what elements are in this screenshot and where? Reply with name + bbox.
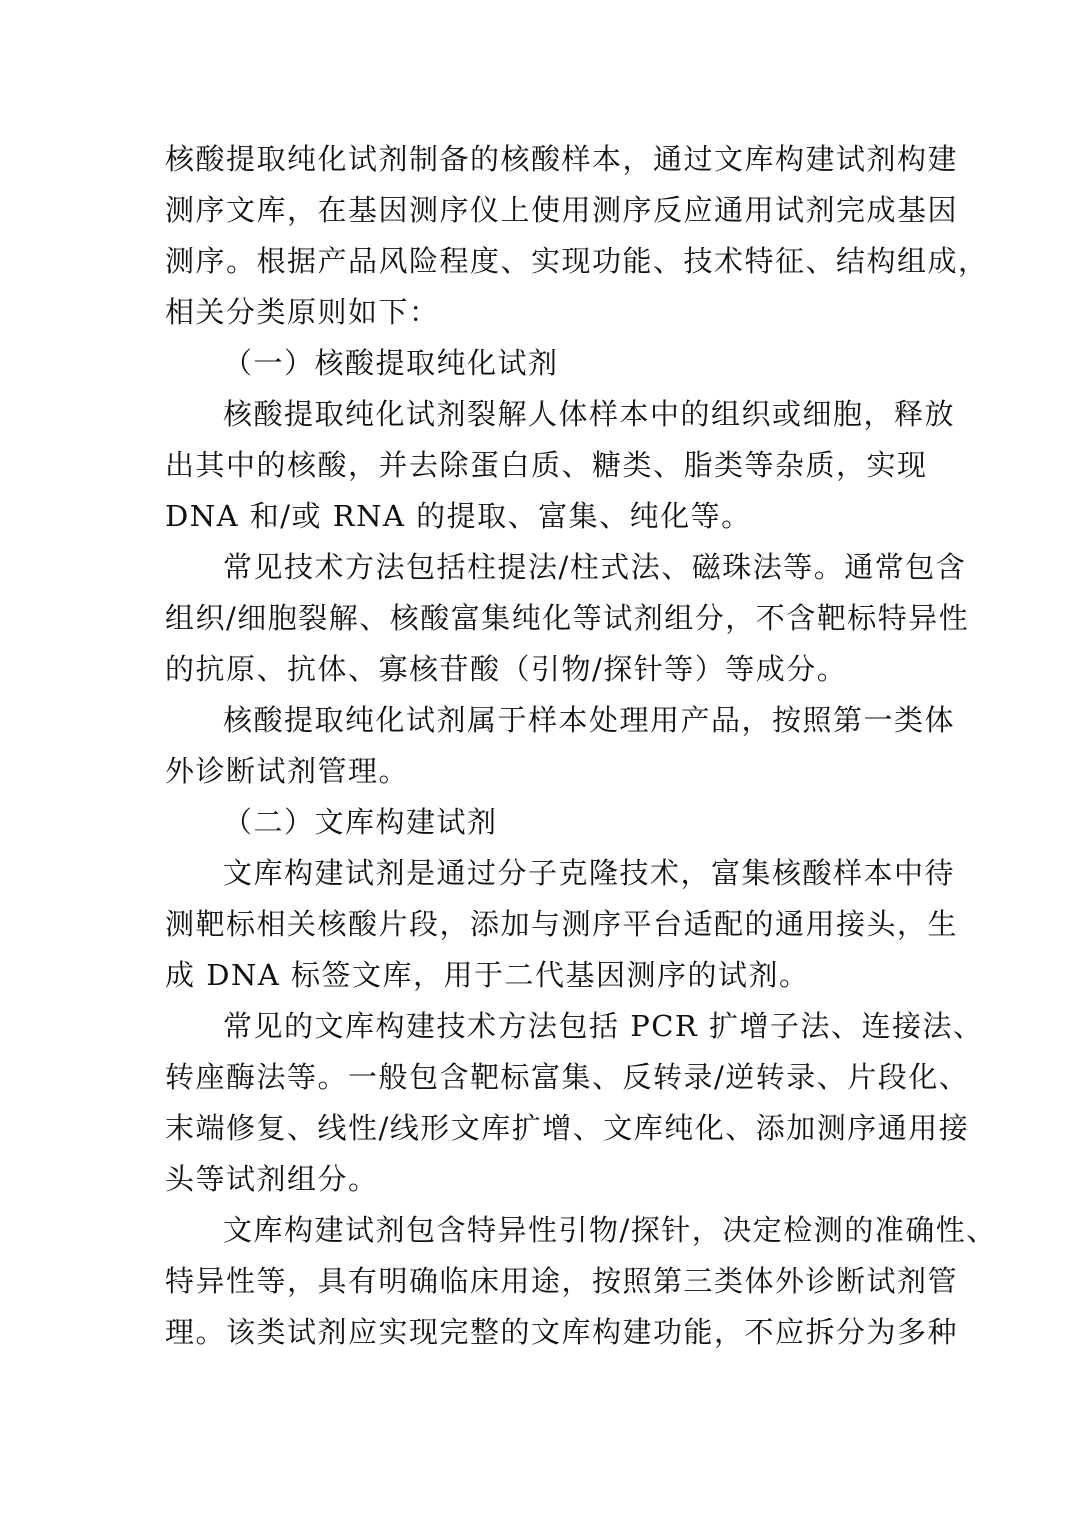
- heading-text: （二）文库构建试剂: [223, 805, 498, 839]
- body-paragraph: [165, 1205, 997, 1358]
- body-paragraph: [165, 542, 970, 695]
- text-line: 文库构建试剂包含特异性引物/探针，决定检测的准确性、: [223, 1213, 997, 1247]
- section-heading-2: [165, 797, 915, 848]
- text-line: 出其中的核酸，并去除蛋白质、糖类、脂类等杂质，实现: [165, 448, 928, 482]
- text-line: 核酸提取纯化试剂制备的核酸样本，通过文库构建试剂构建: [165, 142, 959, 176]
- section-heading-1: [165, 338, 915, 389]
- text-line: 外诊断试剂管理。: [165, 754, 410, 788]
- document-body: [165, 134, 997, 1358]
- body-paragraph: [165, 848, 959, 1001]
- text-line: 核酸提取纯化试剂裂解人体样本中的组织或细胞，释放: [223, 397, 956, 431]
- body-paragraph: [165, 1001, 984, 1205]
- text-line: 常见的文库构建技术方法包括 PCR 扩增子法、连接法、: [223, 1009, 984, 1043]
- text-line: 测序。根据产品风险程度、实现功能、技术特征、结构组成，: [165, 244, 989, 278]
- text-line: 文库构建试剂是通过分子克隆技术，富集核酸样本中待: [223, 856, 956, 890]
- text-line: 测靶标相关核酸片段，添加与测序平台适配的通用接头，生: [165, 907, 959, 941]
- text-line: 测序文库，在基因测序仪上使用测序反应通用试剂完成基因: [165, 193, 959, 227]
- heading-text: （一）核酸提取纯化试剂: [223, 346, 559, 380]
- body-paragraph: [165, 389, 956, 542]
- text-line: 的抗原、抗体、寡核苷酸（引物/探针等）等成分。: [165, 652, 848, 686]
- text-line: 头等试剂组分。: [165, 1162, 379, 1196]
- text-line: 末端修复、线性/线形文库扩增、文库纯化、添加测序通用接: [165, 1111, 970, 1145]
- text-line: 常见技术方法包括柱提法/柱式法、磁珠法等。通常包含: [223, 550, 967, 584]
- intro-paragraph: [165, 134, 989, 338]
- text-line: DNA 和/或 RNA 的提取、富集、纯化等。: [165, 499, 752, 533]
- text-line: 转座酶法等。一般包含靶标富集、反转录/逆转录、片段化、: [165, 1060, 970, 1094]
- text-line: 组织/细胞裂解、核酸富集纯化等试剂组分，不含靶标特异性: [165, 601, 970, 635]
- text-line: 相关分类原则如下：: [165, 295, 440, 329]
- text-line: 成 DNA 标签文库，用于二代基因测序的试剂。: [165, 958, 810, 992]
- text-line: 理。该类试剂应实现完整的文库构建功能，不应拆分为多种: [165, 1315, 959, 1349]
- text-line: 特异性等，具有明确临床用途，按照第三类体外诊断试剂管: [165, 1264, 959, 1298]
- text-line: 核酸提取纯化试剂属于样本处理用产品，按照第一类体: [223, 703, 956, 737]
- body-paragraph: [165, 695, 956, 797]
